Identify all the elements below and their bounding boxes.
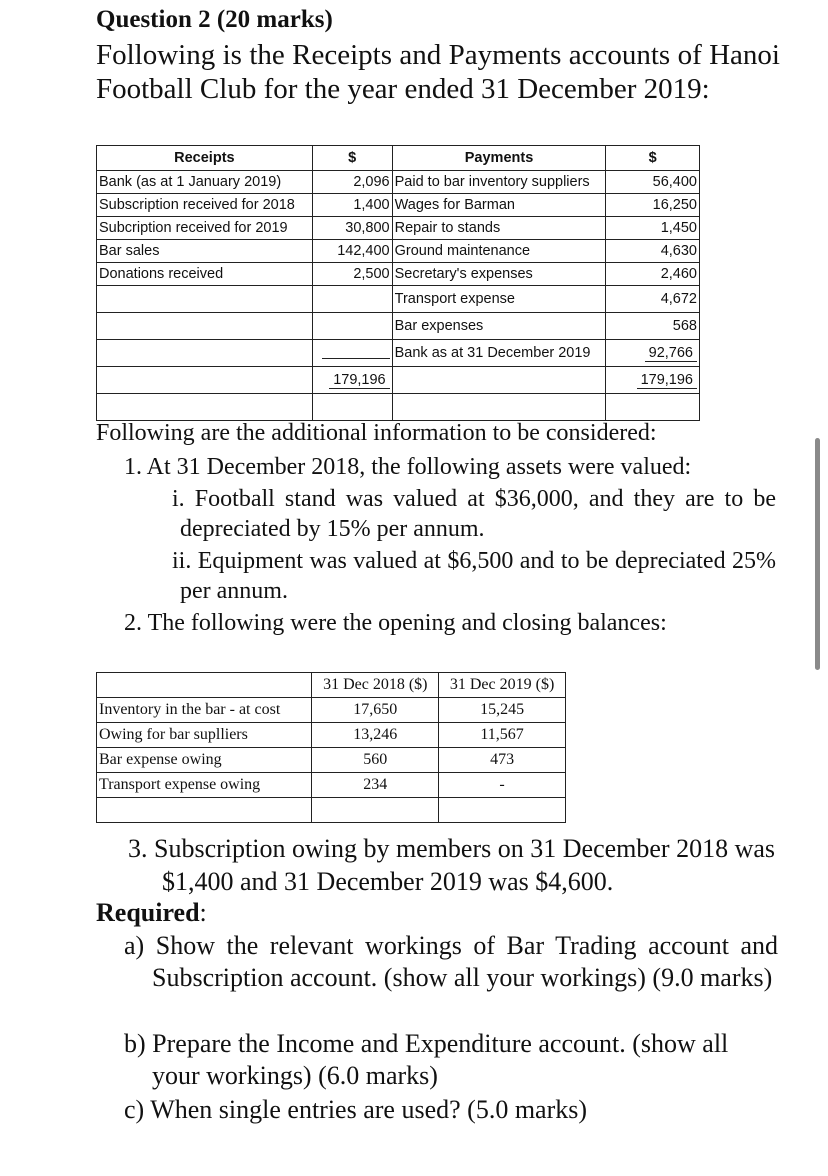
table-row [97,286,700,313]
table-row [97,263,700,286]
payment-amount [606,340,700,367]
balance-label: Transport expense owing [97,773,312,798]
balance-2019: 11,567 [439,723,566,748]
col-2019-header: 31 Dec 2019 ($) [439,673,566,698]
intro-paragraph: Following is the Receipts and Payments accounts of Hanoi Football Club for the year ended 31 December 2019: [96,39,780,105]
table-row [97,340,700,367]
info-item-1: 1. At 31 December 2018, the following assets were valued: [124,454,692,480]
balance-2019: 473 [439,748,566,773]
payment-amount: 16,250 [606,194,700,217]
info-item-2: 2. The following were the opening and closing balances: [124,610,667,636]
required-item-b: b) Prepare the Income and Expenditure account. (show all your workings) (6.0 marks) [124,1029,729,1090]
table-row [97,171,700,194]
receipt-amount [312,313,392,340]
receipt-item: Subscription received for 2018 [97,194,313,217]
payment-amount: 1,450 [606,217,700,240]
balances-table [96,672,566,823]
balance-label: Bar expense owing [97,748,312,773]
payment-item: Wages for Barman [392,194,606,217]
receipt-item: Subcription received for 2019 [97,217,313,240]
required-heading [96,898,207,928]
receipt-amount: 2,500 [312,263,392,286]
payment-total-value: 179,196 [637,372,697,389]
table-row [97,217,700,240]
table-row [97,240,700,263]
payment-amount: 568 [606,313,700,340]
payment-item: Transport expense [392,286,606,313]
payment-item: Bar expenses [392,313,606,340]
required-item-a: a) Show the relevant workings of Bar Trading account and Subscription account. (show all your workings) (9.0 marks) [124,931,778,992]
balance-2018: 13,246 [312,723,439,748]
info-item-1-ii: ii. Equipment was valued at $6,500 and to be depreciated 25% per annum. [172,548,776,604]
payment-amount: 4,630 [606,240,700,263]
payment-item [392,367,606,394]
receipt-amount: 1,400 [312,194,392,217]
question-title: Question 2 (20 marks) [96,6,333,33]
table-row [97,313,700,340]
table-row [97,723,566,748]
table-row [97,394,700,421]
payment-item: Bank as at 31 December 2019 [392,340,606,367]
payment-total [606,367,700,394]
receipt-item [97,286,313,313]
payment-item: Secretary's expenses [392,263,606,286]
receipt-amount: 30,800 [312,217,392,240]
payment-amount-value: 92,766 [645,345,697,362]
table-row [97,798,566,823]
table-row [97,748,566,773]
table-row [97,194,700,217]
receipt-item: Bar sales [97,240,313,263]
balance-label: Inventory in the bar - at cost [97,698,312,723]
balance-2018: 234 [312,773,439,798]
payment-item: Repair to stands [392,217,606,240]
table-row [97,367,700,394]
table-header-row [97,673,566,698]
table-header-row [97,146,700,171]
payment-amount: 56,400 [606,171,700,194]
required-colon: : [199,898,207,927]
receipt-total [312,367,392,394]
table-row [97,773,566,798]
payments-header: Payments [392,146,606,171]
receipt-item [97,340,313,367]
receipt-amount [312,286,392,313]
balance-2018: 17,650 [312,698,439,723]
receipt-amount [312,340,392,367]
required-item-c: c) When single entries are used? (5.0 marks) [124,1095,588,1124]
receipts-payments-table [96,145,700,421]
table-row [97,698,566,723]
payments-amount-header: $ [606,146,700,171]
info-item-3: 3. Subscription owing by members on 31 December 2018 was $1,400 and 31 December 2019 was $4,600. [128,834,776,896]
receipt-amount: 142,400 [312,240,392,263]
receipts-header: Receipts [97,146,313,171]
balance-2018: 560 [312,748,439,773]
receipts-amount-header: $ [312,146,392,171]
receipt-item: Donations received [97,263,313,286]
balance-label: Owing for bar suplliers [97,723,312,748]
receipt-item [97,313,313,340]
payment-item: Ground maintenance [392,240,606,263]
receipt-amount: 2,096 [312,171,392,194]
balance-2019: 15,245 [439,698,566,723]
payment-amount: 4,672 [606,286,700,313]
additional-info-heading: Following are the additional information to be considered: [96,420,657,446]
required-label: Required [96,898,200,927]
col-2018-header: 31 Dec 2018 ($) [312,673,439,698]
payment-item: Paid to bar inventory suppliers [392,171,606,194]
balance-2019: - [439,773,566,798]
vertical-scrollbar[interactable] [815,438,820,670]
receipt-item: Bank (as at 1 January 2019) [97,171,313,194]
payment-amount: 2,460 [606,263,700,286]
info-item-1-i: i. Football stand was valued at $36,000, and they are to be depreciated by 15% per annum. [172,486,776,542]
receipt-item [97,367,313,394]
receipt-total-value: 179,196 [329,372,389,389]
